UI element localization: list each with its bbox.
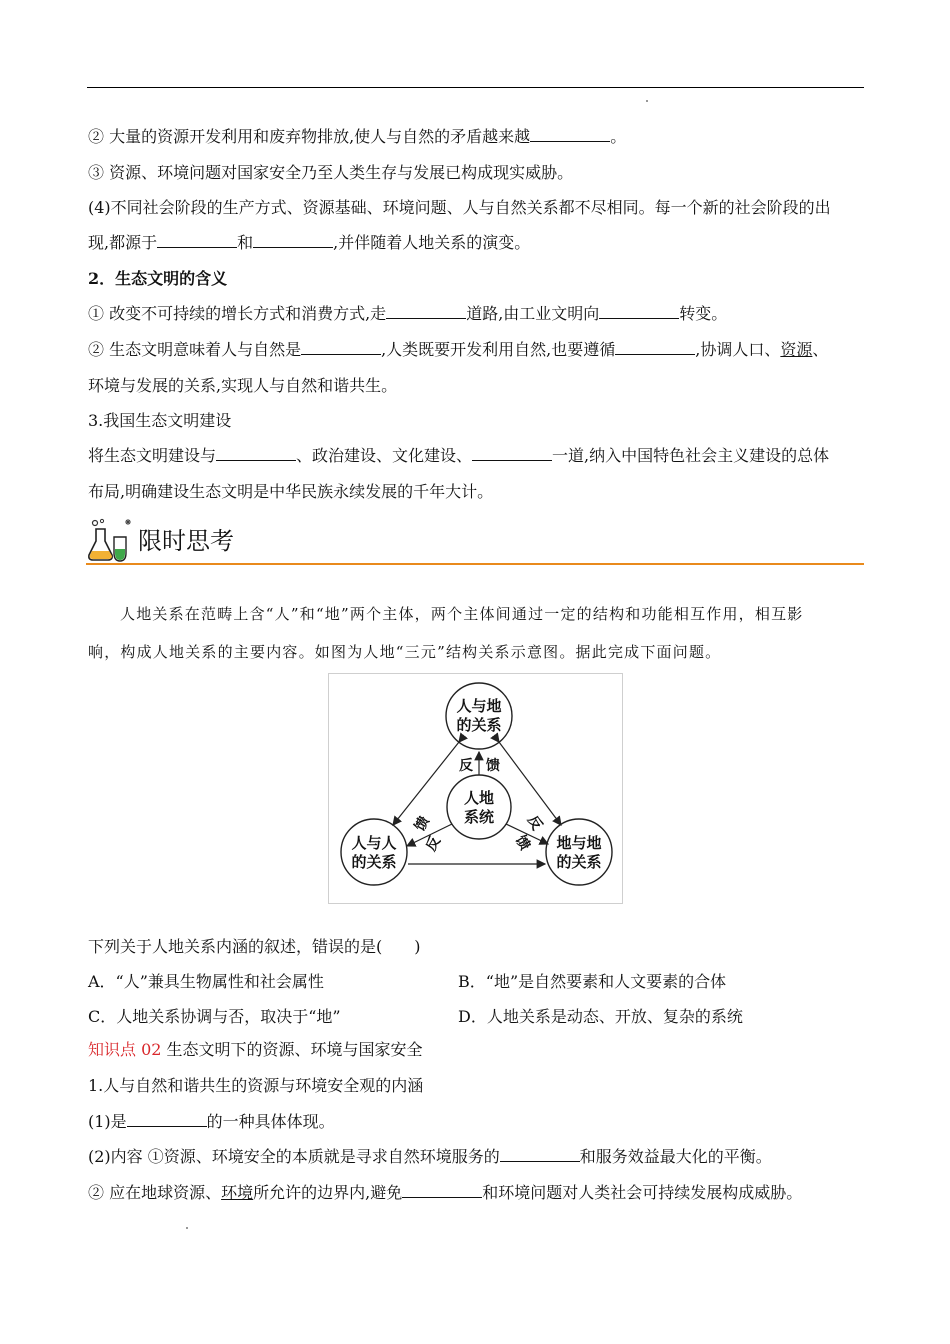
text-line: ① 改变不可持续的增长方式和消费方式,走 道路,由工业文明向 转变。 [88,304,728,323]
text-line: 现,都源于 和 ,并伴随着人地关系的演变。 [88,233,531,252]
text-line: ② 生态文明意味着人与自然是 ,人类既要开发利用自然,也要遵循 ,协调人口、资源、 [88,340,829,359]
answer-blank[interactable] [127,1112,207,1127]
answer-blank[interactable] [402,1183,482,1198]
option-d[interactable]: D．人地关系是动态、开放、复杂的系统 [458,1007,743,1026]
left-node-label: 的关系 [351,853,397,871]
question-stem: 下列关于人地关系内涵的叙述，错误的是( ) [88,937,421,956]
right-node-circle [546,819,612,885]
answer-blank[interactable] [253,233,333,248]
subheading: 2．生态文明的含义 [88,269,228,288]
feedback-label: 反 [423,833,444,855]
feedback-label: 馈 [512,832,533,854]
feedback-label: 反 [459,758,473,774]
top-node-label: 的关系 [456,716,502,734]
text-line: ② 大量的资源开发利用和废弃物排放,使人与自然的矛盾越来越 。 [88,127,627,146]
text-line: 1.人与自然和谐共生的资源与环境安全观的内涵 [88,1076,424,1095]
subheading: 3.我国生态文明建设 [88,411,232,430]
left-node-label: 人与人 [351,834,397,852]
option-a[interactable]: A．“人”兼具生物属性和社会属性 [88,972,324,991]
right-node-label: 地与地 [556,834,602,852]
right-node-label: 的关系 [556,853,602,871]
text-line: (4)不同社会阶段的生产方式、资源基础、环境问题、人与自然关系都不尽相同。每一个新的社会阶段的出 [88,198,831,217]
knowledge-point-heading: 知识点 02 生态文明下的资源、环境与国家安全 [88,1040,423,1059]
feedback-label: 馈 [486,758,500,774]
answer-blank[interactable] [599,304,679,319]
option-c[interactable]: C．人地关系协调与否，取决于“地” [88,1007,341,1026]
text-line: 环境与发展的关系,实现人与自然和谐共生。 [88,376,398,395]
section-rule [86,563,864,565]
feedback-label: 反 [524,812,545,834]
speck [186,1227,188,1229]
option-b[interactable]: B．“地”是自然要素和人文要素的合体 [458,972,727,991]
answer-blank[interactable] [472,446,552,461]
center-node-label: 人地 [463,789,495,807]
text-line: ② 应在地球资源、环境所允许的边界内,避免 和环境问题对人类社会可持续发展构成威胁。 [88,1183,803,1202]
knowledge-point-label: 知识点 02 [88,1040,162,1059]
edge-top-left [393,742,459,825]
answer-blank[interactable] [157,233,237,248]
section-header [86,515,864,565]
intro-line: 人地关系在范畴上含“人”和“地”两个主体，两个主体间通过一定的结构和功能相互作用，相互影 [120,605,804,623]
center-node-label: 系统 [463,808,495,826]
relationship-diagram [328,673,623,904]
left-node-circle [341,819,407,885]
answer-blank[interactable] [615,340,695,355]
answer-blank[interactable] [216,446,296,461]
text-line: ③ 资源、环境问题对国家安全乃至人类生存与发展已构成现实威胁。 [88,163,574,182]
text-line: (2)内容 ①资源、环境安全的本质就是寻求自然环境服务的 和服务效益最大化的平衡。 [88,1147,772,1166]
section-title: 限时思考 [138,527,234,555]
text-line: 布局,明确建设生态文明是中华民族永续发展的千年大计。 [88,482,494,501]
header-rule [87,87,864,88]
answer-blank[interactable] [301,340,381,355]
top-node-label: 人与地 [456,697,502,715]
text-line: 将生态文明建设与 、政治建设、文化建设、 一道,纳入中国特色社会主义建设的总体 [88,446,830,465]
speck [646,100,648,102]
edge-top-right [499,742,561,825]
center-node-circle [447,775,511,839]
answer-blank[interactable] [530,127,610,142]
answer-blank[interactable] [500,1147,580,1162]
text-line: (1)是 的一种具体体现。 [88,1112,335,1131]
flask-icon [86,515,136,563]
intro-line: 响，构成人地关系的主要内容。如图为人地“三元”结构关系示意图。据此完成下面问题。 [88,643,722,661]
feedback-label: 馈 [412,813,433,835]
answer-blank[interactable] [386,304,466,319]
